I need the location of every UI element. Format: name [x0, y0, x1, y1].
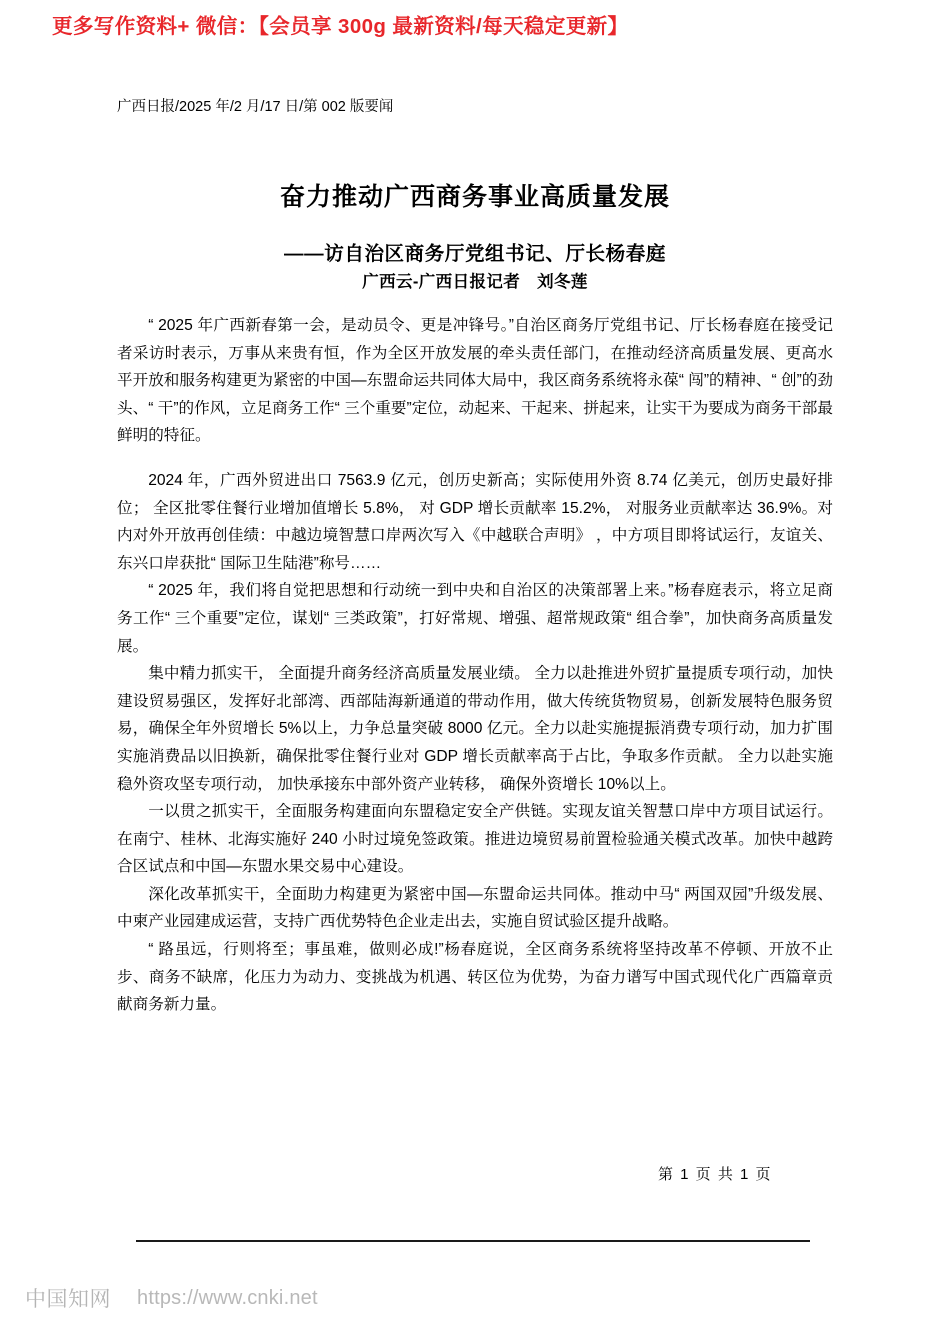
page-number: 第 1 页 共 1 页	[657, 1166, 773, 1183]
footer-divider	[136, 1240, 810, 1242]
body-paragraph: “ 2025 年广西新春第一会，是动员令、更是冲锋号。”自治区商务厅党组书记、厅长杨春庭在接受记者采访时表示，万事从来贵有恒，作为全区开放发展的牵头责任部门，在推动经济高质量发展、更高水平开放和服务构建更为紧密的中国—东盟命运共同体大局中，我区商务系统将永葆“ 闯”的精神、“ 创”的劲头、“ 干”的作风，立足商务工作“ 三个重要”定位，动起来、干起来、拼起来，让实干为要成为商务干部最鲜明的特征。	[117, 317, 833, 445]
body-paragraph: “ 2025 年，我们将自觉把思想和行动统一到中央和自治区的决策部署上来。”杨春庭表示，将立足商务工作“ 三个重要”定位，谋划“ 三类政策”，打好常规、增强、超常规政策“ 组合拳”，加快商务高质量发展。	[117, 582, 833, 655]
article-body	[117, 312, 833, 1019]
body-paragraph: 2024 年，广西外贸进出口 7563.9 亿元，创历史新高；实际使用外资 8.74 亿美元，创历史最好排位； 全区批零住餐行业增加值增长 5.8%， 对 GDP 增长贡献率 15.2%， 对服务业贡献率达 36.9%。对内对外开放再创佳绩：中越边境智慧口岸两次写入《中越联合声明》 ，中方项目即将试运行，友谊关、东兴口岸获批“ 国际卫生陆港”称号……	[117, 471, 833, 572]
cnki-url: https://www.cnki.net	[137, 1286, 318, 1309]
body-paragraph: 一以贯之抓实干，全面服务构建面向东盟稳定安全产供链。实现友谊关智慧口岸中方项目试运行。在南宁、桂林、北海实施好 240 小时过境免签政策。推进边境贸易前置检验通关模式改革。加快中越跨合区试点和中国—东盟水果交易中心建设。	[117, 803, 833, 876]
body-paragraph: 深化改革抓实干，全面助力构建更为紧密中国—东盟命运共同体。推动中马“ 两国双园”升级发展、中柬产业园建成运营，支持广西优势特色企业走出去，实施自贸试验区提升战略。	[117, 885, 834, 931]
cnki-logo: 中国知网	[25, 1288, 111, 1311]
article-byline: 广西云-广西日报记者 刘冬莲	[362, 273, 588, 291]
promo-banner: 更多写作资料+ 微信：【会员享 300g 最新资料/每天稳定更新】	[52, 15, 629, 38]
article-subtitle: ——访自治区商务厅党组书记、厅长杨春庭	[284, 243, 666, 266]
body-paragraph: “ 路虽远，行则将至；事虽难，做则必成!”杨春庭说，全区商务系统将坚持改革不停顿、开放不止步、商务不缺席，化压力为动力、变挑战为机遇、转区位为优势，为奋力谱写中国式现代化广西篇章贡献商务新力量。	[117, 941, 833, 1014]
body-paragraph: 集中精力抓实干， 全面提升商务经济高质量发展业绩。 全力以赴推进外贸扩量提质专项行动，加快建设贸易强区，发挥好北部湾、西部陆海新通道的带动作用，做大传统货物贸易，创新发展特色服务贸易，确保全年外贸增长 5%以上，力争总量突破 8000 亿元。全力以赴实施提振消费专项行动，加力扩围实施消费品以旧换新，确保批零住餐行业对 GDP 增长贡献率高于占比，争取多作贡献。 全力以赴实施稳外资攻坚专项行动， 加快承接东中部外资产业转移， 确保外资增长 10%以上。	[117, 665, 833, 793]
page-title: 奋力推动广西商务事业高质量发展	[279, 182, 670, 211]
source-line: 广西日报/2025 年/2 月/17 日/第 002 版要闻	[117, 99, 394, 115]
cnki-watermark	[25, 1283, 318, 1313]
